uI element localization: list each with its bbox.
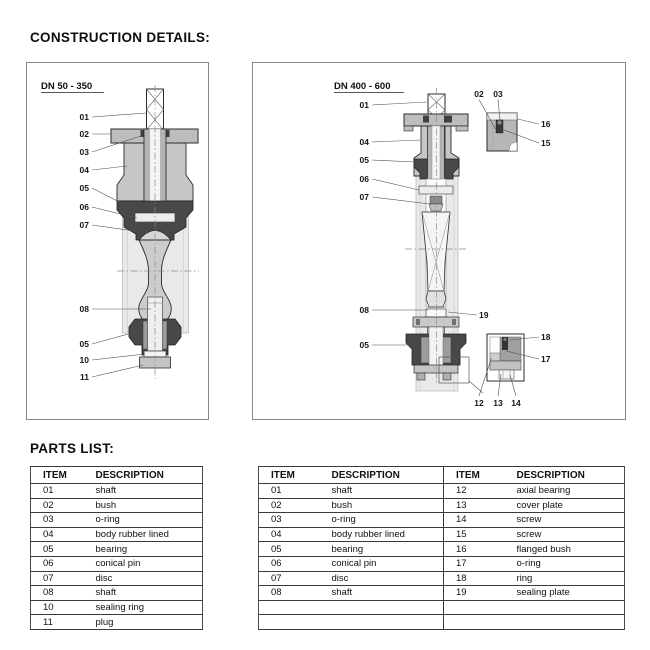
item-cell: 14 xyxy=(444,513,508,528)
item-cell: 05 xyxy=(259,542,323,557)
item-cell: 03 xyxy=(31,513,93,528)
table-row xyxy=(259,484,625,499)
item-header: ITEM xyxy=(31,467,93,484)
item-cell: 08 xyxy=(31,586,93,601)
description-header: DESCRIPTION xyxy=(323,467,444,484)
table-row xyxy=(259,527,625,542)
table-row xyxy=(31,527,203,542)
description-cell: o-ring xyxy=(93,513,203,528)
item-cell: 08 xyxy=(259,586,323,601)
item-cell: 07 xyxy=(31,571,93,586)
item-cell: 03 xyxy=(259,513,323,528)
parts-table-dn50-350 xyxy=(30,466,203,630)
callout-label-18: 18 xyxy=(541,332,551,342)
callout-label-05b: 05 xyxy=(359,340,369,350)
callout-label-03: 03 xyxy=(493,89,503,99)
callout-label-17: 17 xyxy=(541,354,551,364)
description-cell: shaft xyxy=(323,586,444,601)
description-cell: axial bearing xyxy=(508,484,625,499)
item-cell xyxy=(444,600,508,615)
callout-label-04: 04 xyxy=(359,137,369,147)
description-cell: body rubber lined xyxy=(93,527,203,542)
table-row xyxy=(31,542,203,557)
table-row xyxy=(259,586,625,601)
item-cell: 01 xyxy=(259,484,323,499)
callout-label-01: 01 xyxy=(79,112,89,122)
detail-view-top xyxy=(487,113,517,151)
item-cell: 11 xyxy=(31,615,93,630)
callout-label-15: 15 xyxy=(541,138,551,148)
callout-label-14: 14 xyxy=(511,398,521,408)
item-cell: 04 xyxy=(31,527,93,542)
callout-label-03: 03 xyxy=(79,147,89,157)
table-row xyxy=(31,484,203,499)
description-cell xyxy=(323,600,444,615)
description-cell: sealing ring xyxy=(93,600,203,615)
parts-table-dn400-600 xyxy=(258,466,625,630)
valve-cross-section xyxy=(404,88,483,393)
description-cell: shaft xyxy=(323,484,444,499)
description-cell: shaft xyxy=(93,586,203,601)
item-cell: 05 xyxy=(31,542,93,557)
item-cell: 16 xyxy=(444,542,508,557)
description-cell: disc xyxy=(323,571,444,586)
callout-label-01: 01 xyxy=(359,100,369,110)
callout-label-19: 19 xyxy=(479,310,489,320)
table-row xyxy=(259,615,625,630)
description-header: DESCRIPTION xyxy=(508,467,625,484)
callout-label-02: 02 xyxy=(79,129,89,139)
item-cell: 18 xyxy=(444,571,508,586)
description-cell: bush xyxy=(323,498,444,513)
description-cell: conical pin xyxy=(93,556,203,571)
description-cell xyxy=(508,615,625,630)
description-cell: shaft xyxy=(93,484,203,499)
table-row xyxy=(259,498,625,513)
callout-label-05: 05 xyxy=(359,155,369,165)
item-cell xyxy=(444,615,508,630)
item-cell: 13 xyxy=(444,498,508,513)
callout-label-04: 04 xyxy=(79,165,89,175)
item-cell: 06 xyxy=(31,556,93,571)
table-row xyxy=(259,600,625,615)
item-cell: 02 xyxy=(31,498,93,513)
table-row xyxy=(31,600,203,615)
item-cell xyxy=(259,615,323,630)
item-cell: 19 xyxy=(444,586,508,601)
item-cell: 17 xyxy=(444,556,508,571)
description-cell: disc xyxy=(93,571,203,586)
valve-drawing-dn400-600 xyxy=(253,63,625,419)
callout-label-07: 07 xyxy=(359,192,369,202)
parts-list-title: PARTS LIST: xyxy=(30,441,115,456)
diagram-panel-dn50-350 xyxy=(26,62,209,420)
callout-label-16: 16 xyxy=(541,119,551,129)
item-cell: 12 xyxy=(444,484,508,499)
valve-drawing-dn50-350 xyxy=(27,63,208,419)
item-cell: 15 xyxy=(444,527,508,542)
table-header-row xyxy=(259,467,625,484)
description-cell: bearing xyxy=(93,542,203,557)
description-cell: sealing plate xyxy=(508,586,625,601)
description-cell: cover plate xyxy=(508,498,625,513)
description-cell: plug xyxy=(93,615,203,630)
description-cell: flanged bush xyxy=(508,542,625,557)
table-row xyxy=(259,542,625,557)
callout-label-10: 10 xyxy=(79,355,89,365)
callout-label-06: 06 xyxy=(79,202,89,212)
item-cell: 02 xyxy=(259,498,323,513)
table-row xyxy=(31,498,203,513)
description-cell: o-ring xyxy=(508,556,625,571)
dn-range-label: DN 50 - 350 xyxy=(41,81,93,92)
table-row xyxy=(31,556,203,571)
callout-label-05: 05 xyxy=(79,183,89,193)
item-cell: 06 xyxy=(259,556,323,571)
diagram-panel-dn400-600 xyxy=(252,62,626,420)
table-row xyxy=(31,513,203,528)
item-header: ITEM xyxy=(259,467,323,484)
table-row xyxy=(259,513,625,528)
callout-label-12: 12 xyxy=(474,398,484,408)
description-cell: screw xyxy=(508,513,625,528)
item-cell: 07 xyxy=(259,571,323,586)
description-cell: ring xyxy=(508,571,625,586)
description-header: DESCRIPTION xyxy=(93,467,203,484)
item-header: ITEM xyxy=(444,467,508,484)
description-cell xyxy=(508,600,625,615)
table-row xyxy=(259,556,625,571)
description-cell: conical pin xyxy=(323,556,444,571)
detail-view-bottom xyxy=(487,334,524,381)
page-title: CONSTRUCTION DETAILS: xyxy=(30,30,211,45)
description-cell: bearing xyxy=(323,542,444,557)
description-cell xyxy=(323,615,444,630)
description-cell: bush xyxy=(93,498,203,513)
description-cell: o-ring xyxy=(323,513,444,528)
table-header-row xyxy=(31,467,203,484)
callout-label-08: 08 xyxy=(359,305,369,315)
callout-label-13: 13 xyxy=(493,398,503,408)
item-cell xyxy=(259,600,323,615)
callout-label-02: 02 xyxy=(474,89,484,99)
table-row xyxy=(259,571,625,586)
table-row xyxy=(31,586,203,601)
callout-label-07: 07 xyxy=(79,220,89,230)
callout-label-05b: 05 xyxy=(79,339,89,349)
table-row xyxy=(31,615,203,630)
description-cell: screw xyxy=(508,527,625,542)
description-cell: body rubber lined xyxy=(323,527,444,542)
callout-label-08: 08 xyxy=(79,304,89,314)
dn-range-label: DN 400 - 600 xyxy=(334,81,391,92)
callout-label-06: 06 xyxy=(359,174,369,184)
callout-label-11: 11 xyxy=(80,372,89,382)
table-row xyxy=(31,571,203,586)
item-cell: 01 xyxy=(31,484,93,499)
item-cell: 10 xyxy=(31,600,93,615)
item-cell: 04 xyxy=(259,527,323,542)
